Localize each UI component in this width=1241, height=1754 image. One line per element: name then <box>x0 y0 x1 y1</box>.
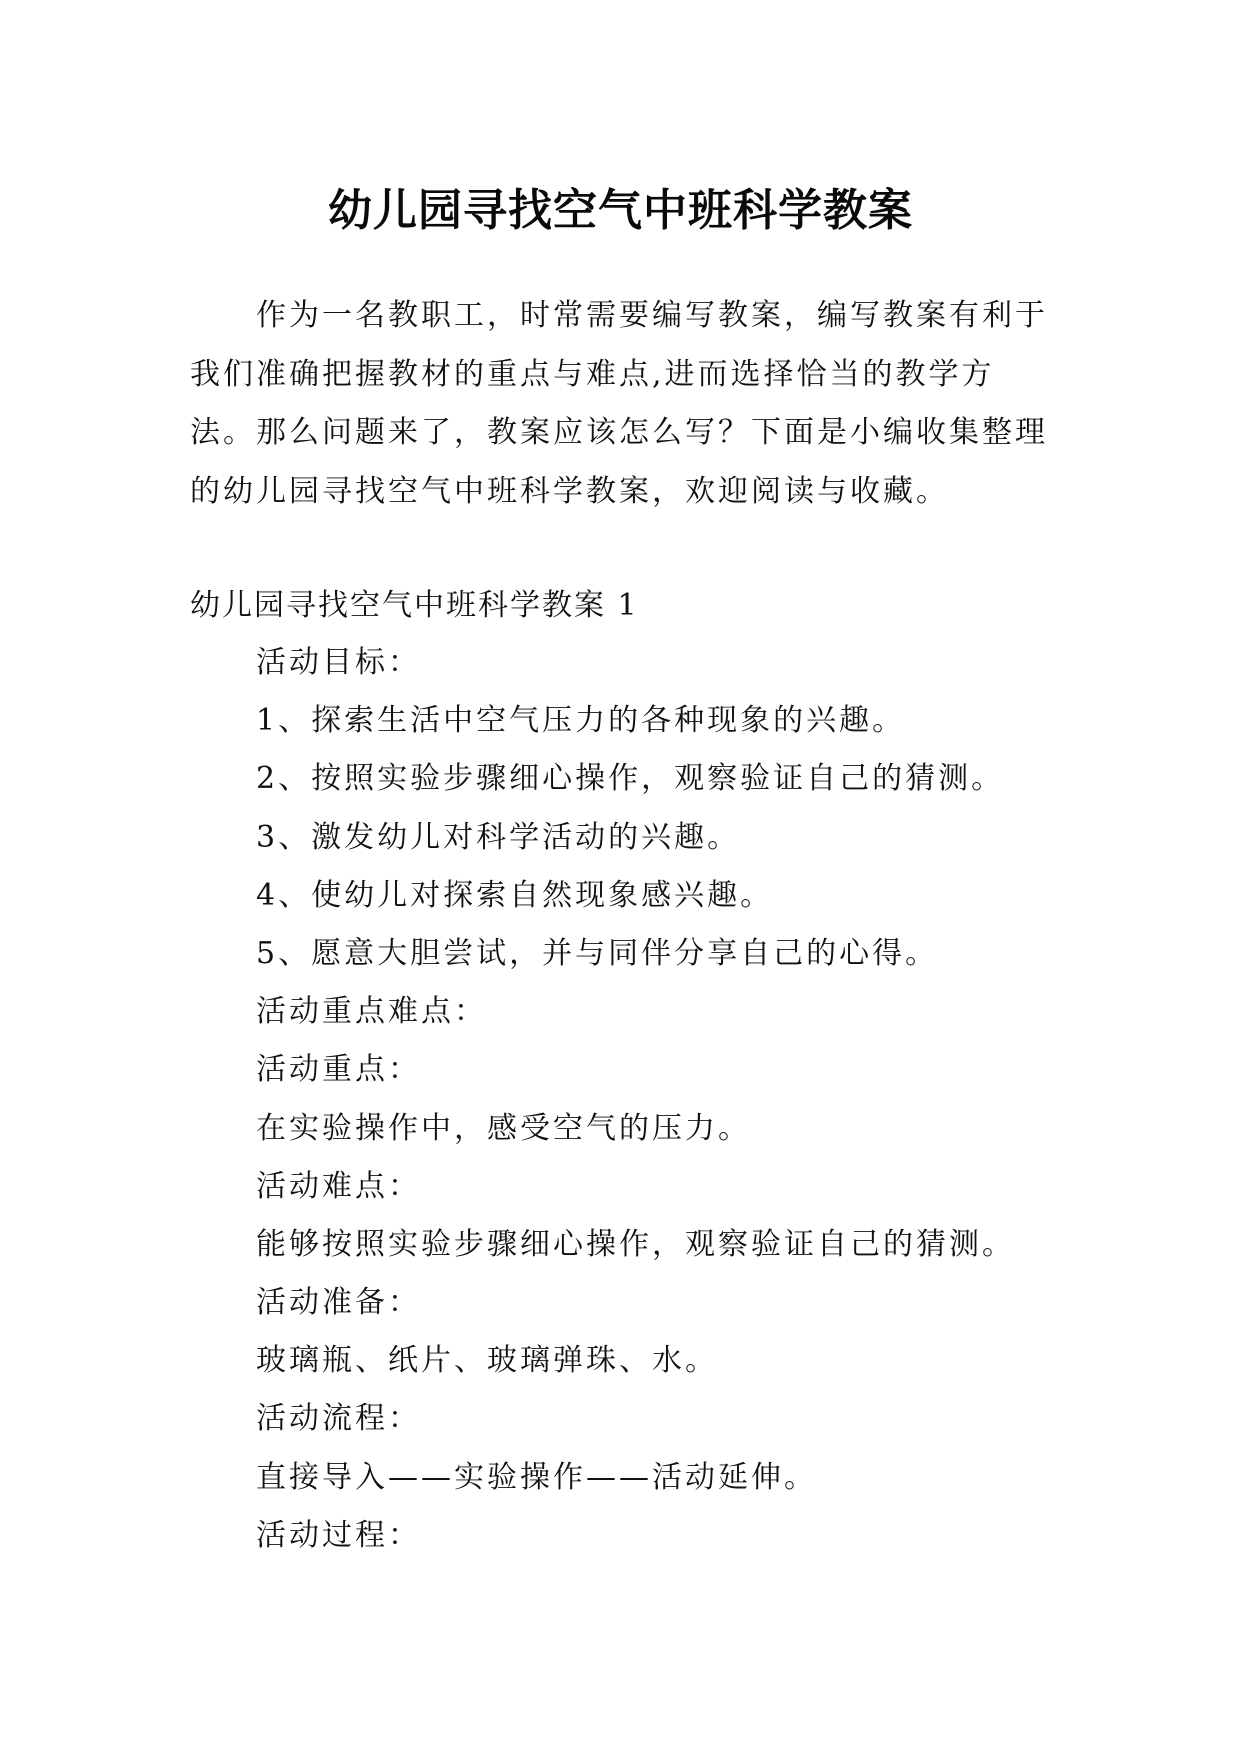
body-line: 活动流程： <box>256 1401 421 1437</box>
body-line: 直接导入——实验操作——活动延伸。 <box>256 1459 817 1495</box>
body-line: 3、激发幼儿对科学活动的兴趣。 <box>256 819 741 855</box>
body-line: 活动难点： <box>256 1168 421 1204</box>
body-line: 活动目标： <box>256 645 421 680</box>
body-line: 4、使幼儿对探索自然现象感兴趣。 <box>256 877 774 913</box>
section-heading: 幼儿园寻找空气中班科学教案 1 <box>190 588 639 623</box>
intro-paragraph: 作为一名教职工，时常需要编写教案，编写教案有利于我们准确把握教材的重点与难点,进而选择恰当的教学方法。那么问题来了，教案应该怎么写？下面是小编收集整理的幼儿园寻找空气中班科学教案，欢迎阅读与收藏。 <box>190 298 1048 509</box>
body-line: 活动重点： <box>256 1052 421 1088</box>
lesson-plan-body <box>256 634 1015 1565</box>
body-line: 2、按照实验步骤细心操作，观察验证自己的猜测。 <box>256 761 1005 797</box>
body-line: 活动准备： <box>256 1285 421 1321</box>
body-line: 能够按照实验步骤细心操作，观察验证自己的猜测。 <box>256 1226 1015 1262</box>
body-line: 玻璃瓶、纸片、玻璃弹珠、水。 <box>256 1343 718 1379</box>
body-line: 1、探索生活中空气压力的各种现象的兴趣。 <box>256 703 906 739</box>
body-line: 活动过程： <box>256 1517 421 1553</box>
body-line: 在实验操作中，感受空气的压力。 <box>256 1110 751 1146</box>
document-title: 幼儿园寻找空气中班科学教案 <box>328 185 913 237</box>
body-line: 活动重点难点： <box>256 994 487 1030</box>
body-line: 5、愿意大胆尝试，并与同伴分享自己的心得。 <box>256 935 939 971</box>
